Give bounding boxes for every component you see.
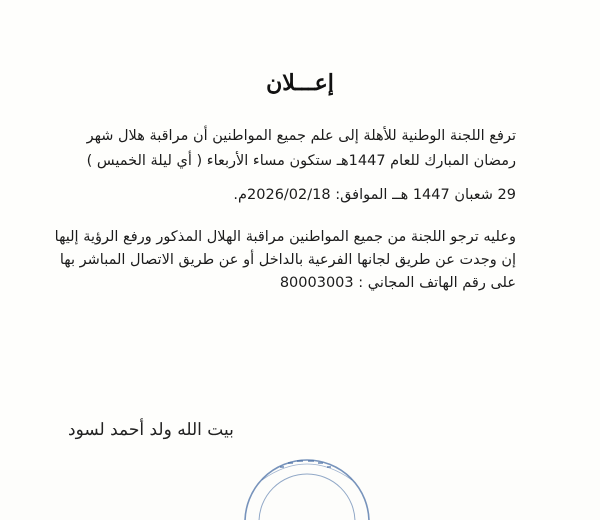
phone-line: على رقم الهاتف المجاني : 80003003: [279, 275, 516, 291]
official-stamp: [222, 440, 392, 520]
paragraph-1-line-1: ترفع اللجنة الوطنية للأهلة إلى علم جميع المواطنين أن مراقبة هلال شهر: [86, 128, 516, 144]
paragraph-1-line-2: رمضان المبارك للعام 1447هـ ستكون مساء الأربعاء ( أي ليلة الخميس ): [86, 153, 516, 169]
signatory-name: بيت الله ولد أحمد لسود: [68, 420, 234, 440]
paragraph-2-line-2: إن وجدت عن طريق لجانها الفرعية بالداخل أو عن طريق الاتصال المباشر بها: [59, 252, 516, 268]
paragraph-2-line-1: وعليه ترجو اللجنة من جميع المواطنين مراقبة الهلال المذكور ورفع الرؤية إليها: [54, 229, 516, 245]
announcement-title: إعـــلان: [266, 70, 334, 96]
date-line: 29 شعبان 1447 هــ الموافق: 2026/02/18م.: [233, 187, 516, 203]
